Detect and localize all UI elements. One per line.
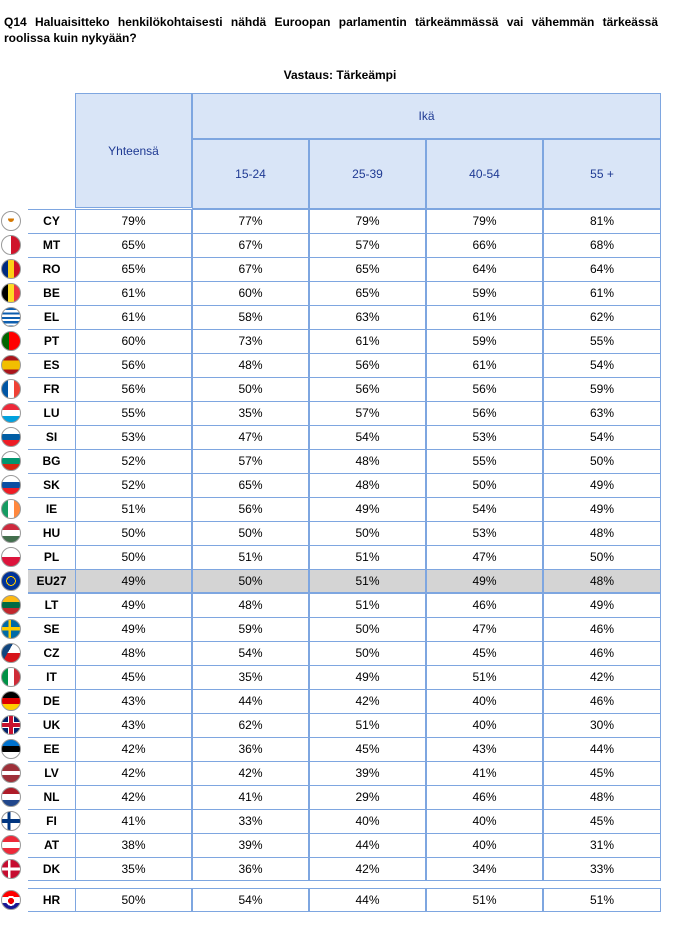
cell-total: 38% <box>75 833 192 857</box>
cell-age-4: 49% <box>543 473 661 497</box>
cell-age-2: 44% <box>309 833 426 857</box>
table-row-eu27 <box>0 569 661 593</box>
country-code: PT <box>28 329 75 353</box>
header-age-40-54: 40-54 <box>426 139 543 209</box>
spain-flag-icon <box>1 355 21 375</box>
cell-age-1: 77% <box>192 209 309 233</box>
cell-age-3: 40% <box>426 833 543 857</box>
cell-age-4: 44% <box>543 737 661 761</box>
cell-age-3: 45% <box>426 641 543 665</box>
cell-age-1: 50% <box>192 569 309 593</box>
sweden-flag-icon <box>1 619 21 639</box>
cell-total: 50% <box>75 545 192 569</box>
country-code: SK <box>28 473 75 497</box>
country-code: AT <box>28 833 75 857</box>
cell-age-3: 51% <box>426 665 543 689</box>
lithuania-flag-icon <box>1 595 21 615</box>
header-total: Yhteensä <box>75 93 192 208</box>
cell-total: 49% <box>75 593 192 617</box>
cell-total: 79% <box>75 209 192 233</box>
cell-age-4: 48% <box>543 785 661 809</box>
cell-age-4: 51% <box>543 888 661 912</box>
cell-age-4: 55% <box>543 329 661 353</box>
cell-age-2: 65% <box>309 281 426 305</box>
portugal-flag-icon <box>1 331 21 351</box>
cell-age-1: 56% <box>192 497 309 521</box>
cell-age-1: 41% <box>192 785 309 809</box>
cell-age-3: 40% <box>426 689 543 713</box>
cell-age-3: 53% <box>426 521 543 545</box>
cell-age-4: 33% <box>543 857 661 881</box>
table-subtitle: Vastaus: Tärkeämpi <box>283 68 397 82</box>
table-row <box>0 497 661 521</box>
cell-age-4: 49% <box>543 497 661 521</box>
cell-age-2: 54% <box>309 425 426 449</box>
cell-age-1: 51% <box>192 545 309 569</box>
country-code: NL <box>28 785 75 809</box>
cell-total: 42% <box>75 761 192 785</box>
country-code: SI <box>28 425 75 449</box>
country-code: SE <box>28 617 75 641</box>
cell-total: 61% <box>75 281 192 305</box>
table-row <box>0 761 661 785</box>
cell-age-3: 46% <box>426 785 543 809</box>
cell-total: 56% <box>75 353 192 377</box>
cell-total: 43% <box>75 689 192 713</box>
table-row <box>0 233 661 257</box>
eu-flag-icon <box>1 571 21 591</box>
cell-age-1: 42% <box>192 761 309 785</box>
cell-age-4: 49% <box>543 593 661 617</box>
table-row <box>0 401 661 425</box>
cell-age-1: 73% <box>192 329 309 353</box>
cell-total: 61% <box>75 305 192 329</box>
cell-age-2: 50% <box>309 641 426 665</box>
cell-age-1: 50% <box>192 521 309 545</box>
cell-age-4: 50% <box>543 545 661 569</box>
country-code: CY <box>28 209 75 233</box>
cell-age-1: 48% <box>192 593 309 617</box>
cell-age-1: 36% <box>192 857 309 881</box>
cell-age-3: 54% <box>426 497 543 521</box>
country-code: MT <box>28 233 75 257</box>
country-code: BG <box>28 449 75 473</box>
table-row <box>0 209 661 233</box>
table-row <box>0 353 661 377</box>
country-code: FI <box>28 809 75 833</box>
table-row <box>0 305 661 329</box>
cell-age-2: 51% <box>309 713 426 737</box>
cell-age-4: 54% <box>543 353 661 377</box>
cell-total: 42% <box>75 785 192 809</box>
italy-flag-icon <box>1 667 21 687</box>
luxembourg-flag-icon <box>1 403 21 423</box>
cell-age-1: 47% <box>192 425 309 449</box>
estonia-flag-icon <box>1 739 21 759</box>
cell-age-3: 66% <box>426 233 543 257</box>
cell-age-4: 45% <box>543 809 661 833</box>
cell-age-3: 79% <box>426 209 543 233</box>
country-code: EL <box>28 305 75 329</box>
cell-age-1: 58% <box>192 305 309 329</box>
cell-age-2: 45% <box>309 737 426 761</box>
header-age-55-plus: 55 + <box>543 139 661 209</box>
country-code: LU <box>28 401 75 425</box>
table-row <box>0 329 661 353</box>
cell-age-4: 68% <box>543 233 661 257</box>
cell-age-3: 49% <box>426 569 543 593</box>
croatia-flag-icon <box>1 890 21 910</box>
cell-age-4: 30% <box>543 713 661 737</box>
cell-age-2: 48% <box>309 473 426 497</box>
cell-age-1: 48% <box>192 353 309 377</box>
bulgaria-flag-icon <box>1 451 21 471</box>
cell-age-3: 40% <box>426 809 543 833</box>
cell-total: 45% <box>75 665 192 689</box>
cell-total: 42% <box>75 737 192 761</box>
cell-age-2: 49% <box>309 665 426 689</box>
cell-age-3: 40% <box>426 713 543 737</box>
cell-total: 49% <box>75 617 192 641</box>
header-age: Ikä <box>192 93 661 139</box>
cell-age-4: 63% <box>543 401 661 425</box>
country-code: LT <box>28 593 75 617</box>
cyprus-flag-icon <box>1 211 21 231</box>
cell-age-1: 44% <box>192 689 309 713</box>
ireland-flag-icon <box>1 499 21 519</box>
table-row <box>0 521 661 545</box>
cell-age-3: 56% <box>426 377 543 401</box>
uk-flag-icon <box>1 715 21 735</box>
cell-total: 56% <box>75 377 192 401</box>
cell-total: 50% <box>75 888 192 912</box>
cell-age-2: 42% <box>309 689 426 713</box>
netherlands-flag-icon <box>1 787 21 807</box>
cell-total: 50% <box>75 521 192 545</box>
cell-age-4: 31% <box>543 833 661 857</box>
table-row <box>0 641 661 665</box>
cell-age-1: 36% <box>192 737 309 761</box>
cell-age-1: 60% <box>192 281 309 305</box>
czech-flag-icon <box>1 643 21 663</box>
country-code: EU27 <box>28 569 75 593</box>
table-row <box>0 785 661 809</box>
country-code: CZ <box>28 641 75 665</box>
cell-age-4: 46% <box>543 689 661 713</box>
cell-age-1: 54% <box>192 888 309 912</box>
cell-age-2: 39% <box>309 761 426 785</box>
cell-total: 52% <box>75 473 192 497</box>
cell-age-2: 40% <box>309 809 426 833</box>
cell-age-2: 48% <box>309 449 426 473</box>
cell-age-2: 44% <box>309 888 426 912</box>
table-row <box>0 377 661 401</box>
cell-age-1: 50% <box>192 377 309 401</box>
country-code: DK <box>28 857 75 881</box>
cell-age-3: 41% <box>426 761 543 785</box>
cell-total: 55% <box>75 401 192 425</box>
denmark-flag-icon <box>1 859 21 879</box>
header-age-25-39: 25-39 <box>309 139 426 209</box>
country-code: RO <box>28 257 75 281</box>
cell-age-3: 34% <box>426 857 543 881</box>
cell-age-2: 42% <box>309 857 426 881</box>
question-text: Q14 Haluaisitteko henkilökohtaisesti nähdä Euroopan parlamentin tärkeämmässä vai vähemmän tärkeässä roolissa kuin nykyään? <box>4 15 658 45</box>
cell-age-1: 67% <box>192 233 309 257</box>
cell-total: 49% <box>75 569 192 593</box>
hungary-flag-icon <box>1 523 21 543</box>
table-row <box>0 713 661 737</box>
cell-age-4: 50% <box>543 449 661 473</box>
finland-flag-icon <box>1 811 21 831</box>
cell-age-4: 81% <box>543 209 661 233</box>
cell-age-4: 59% <box>543 377 661 401</box>
table-row <box>0 833 661 857</box>
country-code: LV <box>28 761 75 785</box>
cell-age-2: 50% <box>309 617 426 641</box>
cell-age-4: 61% <box>543 281 661 305</box>
cell-age-2: 56% <box>309 353 426 377</box>
table-row <box>0 473 661 497</box>
cell-age-3: 47% <box>426 545 543 569</box>
table-row <box>0 449 661 473</box>
cell-age-2: 50% <box>309 521 426 545</box>
table-row <box>0 281 661 305</box>
cell-age-3: 64% <box>426 257 543 281</box>
romania-flag-icon <box>1 259 21 279</box>
country-code: FR <box>28 377 75 401</box>
cell-age-2: 51% <box>309 545 426 569</box>
cell-age-4: 42% <box>543 665 661 689</box>
cell-age-4: 46% <box>543 641 661 665</box>
cell-age-4: 64% <box>543 257 661 281</box>
table-row <box>0 888 661 912</box>
cell-age-3: 43% <box>426 737 543 761</box>
country-code: IE <box>28 497 75 521</box>
cell-age-3: 56% <box>426 401 543 425</box>
table-row <box>0 689 661 713</box>
cell-age-4: 48% <box>543 521 661 545</box>
cell-total: 51% <box>75 497 192 521</box>
cell-age-4: 62% <box>543 305 661 329</box>
cell-age-2: 57% <box>309 401 426 425</box>
malta-flag-icon <box>1 235 21 255</box>
country-code: ES <box>28 353 75 377</box>
cell-age-1: 35% <box>192 401 309 425</box>
germany-flag-icon <box>1 691 21 711</box>
cell-age-2: 49% <box>309 497 426 521</box>
table-row <box>0 425 661 449</box>
cell-age-1: 62% <box>192 713 309 737</box>
cell-age-1: 65% <box>192 473 309 497</box>
cell-age-2: 63% <box>309 305 426 329</box>
greece-flag-icon <box>1 307 21 327</box>
cell-total: 35% <box>75 857 192 881</box>
table-row <box>0 857 661 881</box>
cell-age-4: 54% <box>543 425 661 449</box>
cell-age-3: 55% <box>426 449 543 473</box>
country-code: HU <box>28 521 75 545</box>
austria-flag-icon <box>1 835 21 855</box>
table-row <box>0 545 661 569</box>
cell-total: 65% <box>75 233 192 257</box>
cell-age-2: 61% <box>309 329 426 353</box>
country-code: PL <box>28 545 75 569</box>
cell-age-2: 29% <box>309 785 426 809</box>
cell-age-3: 46% <box>426 593 543 617</box>
header-age-15-24: 15-24 <box>192 139 309 209</box>
belgium-flag-icon <box>1 283 21 303</box>
cell-age-3: 47% <box>426 617 543 641</box>
cell-age-2: 56% <box>309 377 426 401</box>
cell-age-1: 59% <box>192 617 309 641</box>
cell-age-3: 61% <box>426 305 543 329</box>
cell-age-3: 51% <box>426 888 543 912</box>
cell-age-1: 35% <box>192 665 309 689</box>
cell-age-3: 53% <box>426 425 543 449</box>
cell-age-3: 50% <box>426 473 543 497</box>
country-code: UK <box>28 713 75 737</box>
cell-total: 53% <box>75 425 192 449</box>
cell-age-1: 57% <box>192 449 309 473</box>
france-flag-icon <box>1 379 21 399</box>
cell-age-3: 59% <box>426 281 543 305</box>
cell-total: 60% <box>75 329 192 353</box>
table-row <box>0 617 661 641</box>
cell-total: 65% <box>75 257 192 281</box>
country-code: DE <box>28 689 75 713</box>
poland-flag-icon <box>1 547 21 567</box>
cell-total: 52% <box>75 449 192 473</box>
cell-age-2: 79% <box>309 209 426 233</box>
cell-total: 43% <box>75 713 192 737</box>
cell-total: 48% <box>75 641 192 665</box>
slovenia-flag-icon <box>1 427 21 447</box>
cell-age-3: 61% <box>426 353 543 377</box>
table-row <box>0 257 661 281</box>
cell-age-1: 54% <box>192 641 309 665</box>
cell-age-1: 67% <box>192 257 309 281</box>
country-code: EE <box>28 737 75 761</box>
cell-age-2: 51% <box>309 593 426 617</box>
cell-total: 41% <box>75 809 192 833</box>
country-code: BE <box>28 281 75 305</box>
cell-age-2: 57% <box>309 233 426 257</box>
latvia-flag-icon <box>1 763 21 783</box>
cell-age-3: 59% <box>426 329 543 353</box>
cell-age-4: 45% <box>543 761 661 785</box>
table-row <box>0 737 661 761</box>
slovakia-flag-icon <box>1 475 21 495</box>
table-row <box>0 665 661 689</box>
cell-age-1: 33% <box>192 809 309 833</box>
cell-age-1: 39% <box>192 833 309 857</box>
cell-age-4: 46% <box>543 617 661 641</box>
country-code: IT <box>28 665 75 689</box>
table-row <box>0 593 661 617</box>
cell-age-2: 65% <box>309 257 426 281</box>
table-row <box>0 809 661 833</box>
country-code: HR <box>28 888 75 912</box>
cell-age-2: 51% <box>309 569 426 593</box>
cell-age-4: 48% <box>543 569 661 593</box>
